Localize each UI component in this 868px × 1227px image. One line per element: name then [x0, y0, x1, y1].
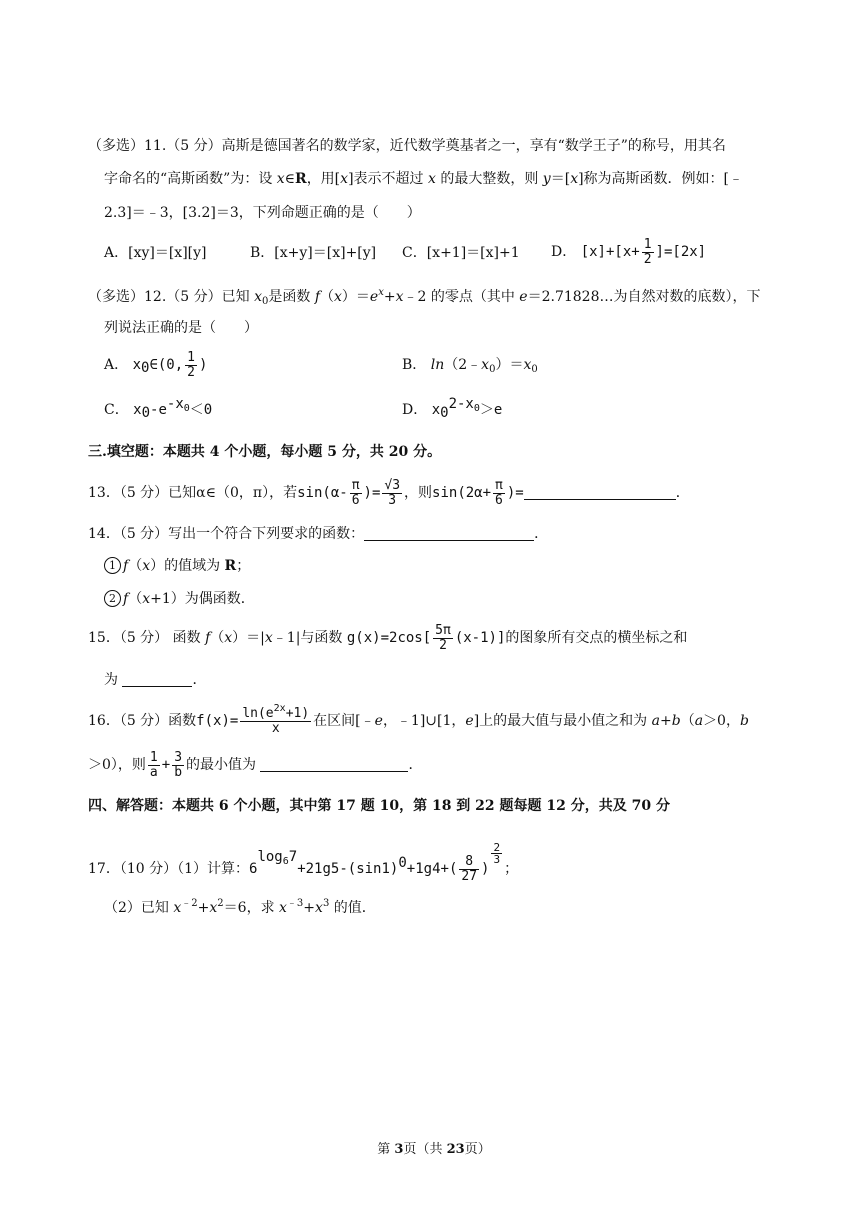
text-q12-optC-pre: C． [104, 402, 129, 418]
text-q17-b: 6 [249, 861, 258, 877]
text-q12-optD-a: x [431, 402, 441, 418]
q14 [88, 524, 548, 544]
text-q17-e-sup-den: 3 [493, 853, 501, 866]
text-q16-num-a: ln(e [242, 705, 274, 721]
text-q12-optB-d: 0 [489, 364, 496, 375]
q15-line1 [88, 621, 687, 655]
text-q11-l2l: x [570, 171, 579, 187]
text-q12-l1l: x [395, 289, 404, 305]
text-q16-den: x [271, 720, 280, 736]
text-q11-l2d: R [295, 171, 307, 187]
text-q12-optA-pre: A． [104, 357, 129, 373]
text-q14-c1f: ； [236, 558, 251, 574]
q14-answer-blank[interactable] [364, 526, 534, 541]
q11-line1 [88, 136, 726, 156]
text-q16-f1-num: 1 [149, 749, 158, 765]
text-q16-o: ＞0），则 [88, 757, 146, 773]
q16-answer-blank[interactable] [260, 757, 408, 772]
text-q16-g: ]上的最大值与最小值之和为 [473, 713, 652, 729]
text-q14-c2b: （ [128, 591, 143, 607]
text-q12-l1d: 是函数 [268, 289, 315, 305]
q11-option-c [402, 243, 520, 263]
text-q16-q: ． [408, 757, 423, 773]
q13-answer-blank[interactable] [524, 485, 676, 500]
text-q15-d: x [224, 630, 233, 646]
text-q12-optA-den: 2 [187, 364, 195, 380]
text-q13-f: )= [506, 485, 524, 501]
text-q11-l2e: ，用[ [306, 171, 341, 187]
text-q11-optB: B．[x+y]＝[x]+[y] [250, 245, 377, 261]
text-footer-b: 3 [394, 1142, 404, 1157]
text-q12-optA-a: x [132, 357, 142, 373]
text-q11-optD-den: 2 [643, 251, 652, 267]
q16-line1 [88, 702, 749, 740]
text-q12-l1h: ）＝ [341, 289, 370, 305]
text-q15-h: g(x)=2cos[ [346, 630, 432, 646]
text-q12-optD-c: ＞e [479, 402, 503, 418]
text-q11-l2a: 字命名的“高斯函数”为：设 [104, 171, 277, 187]
text-q17-c: +21g5-(sin1) [297, 861, 399, 877]
text-q16-num-sup: 2x [273, 702, 286, 714]
text-q11-l2m: ]称为高斯函数．例如：[﹣ [578, 171, 744, 187]
text-q12-optA-c: ) [199, 357, 208, 373]
text-q15-g: ﹣1|与函数 [272, 630, 347, 646]
text-q12-optA-b: ∈(0, [149, 357, 184, 373]
text-q13-sqrt-num: √3 [384, 477, 401, 493]
text-q11-l3: 2.3]＝﹣3，[3.2]＝3，下列命题正确的是（ ） [104, 205, 421, 221]
text-q12-optA-num: 1 [187, 349, 195, 365]
text-q17-p2j: + [303, 900, 316, 916]
text-q12-optC-supsub: 0 [183, 403, 190, 414]
text-q12-optD-supsub: 0 [473, 403, 480, 414]
text-q16-l: a [694, 713, 704, 729]
section-4-heading [88, 796, 670, 816]
text-q12-l1o: ＝2.71828…为自然对数的底数），下 [527, 289, 761, 305]
text-q17-p2a: （2）已知 [104, 900, 174, 916]
text-q16-c: 在区间[﹣ [313, 713, 375, 729]
text-q12-l2: 列说法正确的是（ ） [104, 320, 258, 336]
text-q15-f: x [264, 630, 273, 646]
text-q16-p: 的最小值为 [186, 757, 261, 773]
text-q11-optA: A．[xy]＝[x][y] [104, 245, 207, 261]
text-q13-d: ，则 [404, 485, 433, 501]
q12-line2 [104, 318, 258, 338]
text-q16-m: ＞0， [703, 713, 740, 729]
text-q17-p2b: x [173, 900, 182, 916]
text-q17-p2m: 的值． [329, 900, 376, 916]
text-q13-pi-den: 6 [351, 492, 360, 508]
text-q12-optC-b: -e [150, 402, 167, 418]
text-q17-p2c: ﹣2 [181, 898, 198, 909]
text-q12-optB-a: ln [430, 357, 445, 373]
text-q12-l1e: f [314, 289, 320, 305]
text-q17-p2f: 2 [217, 898, 224, 909]
text-q17-p2g: ＝6，求 [223, 900, 280, 916]
text-q16-a: 16．（5 分）函数 [88, 713, 197, 729]
page-footer [0, 1138, 868, 1157]
q17-part1 [88, 842, 518, 889]
text-q14-c1c: x [142, 558, 151, 574]
text-q12-optD-pre: D． [402, 402, 428, 418]
text-q17-p2d: + [197, 900, 210, 916]
text-q16-e: ，﹣1]∪[1， [382, 713, 466, 729]
text-q12-optB-e: ）＝ [495, 357, 524, 373]
q11-text: （多选）11.（5 分）高斯是德国著名的数学家，近代数学奠基者之一，享有“数学王子”的称号，用其名 [88, 138, 726, 154]
text-q11-l2c: ∈ [284, 171, 296, 187]
q11-line3 [104, 203, 421, 223]
q14-condition-2 [104, 589, 255, 609]
text-q15-den: 2 [439, 637, 447, 653]
text-q15-j: 的图象所有交点的横坐标之和 [505, 630, 688, 646]
text-q17-p2e: x [209, 900, 218, 916]
text-q15-k: 为 [104, 672, 123, 688]
text-q16-j: b [671, 713, 681, 729]
text-q11-optD-a: [x]+[x+ [580, 244, 640, 260]
text-q17-num: 8 [459, 855, 479, 870]
text-q16-f1-den: a [149, 764, 158, 780]
q16-line2 [88, 748, 422, 782]
text-q11-optD-num: 1 [643, 236, 652, 252]
text-q11-l2f: x [340, 171, 349, 187]
q11-option-a [104, 243, 207, 263]
text-q12-l1m: ﹣2 的零点（其中 [403, 289, 520, 305]
text-q14-c2c: x [142, 591, 151, 607]
text-q17-e: ) [481, 861, 490, 877]
q12-option-b [402, 355, 538, 375]
text-q16-f: e [465, 713, 474, 729]
text-q13-pi-num: π [351, 477, 360, 493]
text-q16-b: f(x)= [196, 713, 239, 729]
q13 [88, 476, 690, 510]
q12-option-c [104, 396, 213, 421]
text-q13-sqrt-den: 3 [388, 492, 397, 508]
text-q17-b-sup2: 7 [288, 849, 298, 865]
text-q14-c2a: f [123, 591, 129, 607]
text-q12-optB-b: （2﹣ [444, 357, 482, 373]
text-q11-l2h: x [427, 171, 436, 187]
text-q12-l1f: （ [320, 289, 334, 305]
text-q14-c1e: R [224, 558, 237, 574]
text-q13-c: )= [363, 485, 381, 501]
text-q14-a: 14．（5 分）写出一个符合下列要求的函数： [88, 526, 365, 542]
text-q12-l1b: x [254, 289, 262, 305]
text-q15-a: 15．（5 分） 函数 [88, 630, 206, 646]
text-q17-d: +1g4+( [406, 861, 458, 877]
text-q13-pi2-num: π [495, 477, 503, 493]
text-q17-p2l: 3 [322, 898, 330, 909]
text-q12-l1c: 0 [261, 296, 269, 307]
text-q12-l1a: （多选）12.（5 分）已知 [88, 289, 255, 305]
text-q16-f2-num: 3 [174, 749, 183, 765]
q17-part2 [104, 898, 376, 918]
text-section4: 四、解答题：本题共 6 个小题，其中第 17 题 10，第 18 到 22 题每题 12 分，共及 70 分 [88, 798, 670, 814]
text-q11-l2b: x [276, 171, 285, 187]
text-q13-a: 13．（5 分）已知α∈（0，π），若 [88, 485, 298, 501]
text-q12-l1i: e [369, 289, 379, 305]
text-q17-p2h: x [279, 900, 287, 916]
text-q16-d: e [374, 713, 383, 729]
text-q17-p2k: x [315, 900, 323, 916]
text-q12-l1j: x [378, 287, 384, 298]
q15-answer-blank[interactable] [122, 672, 192, 687]
text-q14-c1-mark: 1 [104, 557, 121, 574]
text-q17-a: 17．（10 分）（1）计算： [88, 861, 249, 877]
text-q12-l1k: + [383, 289, 396, 305]
text-q12-l1g: x [334, 289, 342, 305]
text-q11-optD-b: ]=[2x] [655, 244, 707, 260]
text-q15-e: ）＝| [232, 630, 265, 646]
text-q12-optC-sup: -x [166, 396, 184, 412]
text-q13-g: ． [675, 485, 690, 501]
q12-line1 [88, 287, 761, 307]
text-section3: 三.填空题：本题共 4 个小题，每小题 5 分，共 20 分。 [88, 444, 442, 460]
text-q17-e-sup-num: 2 [493, 841, 501, 854]
text-q12-optB-f: x [523, 357, 532, 373]
text-q17-b-sup: log [257, 849, 283, 865]
text-q12-optC-c: ＜0 [189, 402, 213, 418]
text-q15-l: ． [192, 672, 207, 688]
text-q11-l2j: y [542, 171, 551, 187]
text-q17-c-sup: 0 [398, 855, 407, 871]
q15-line2 [104, 670, 206, 690]
text-q14-c1b: （ [128, 558, 143, 574]
q14-condition-1 [104, 556, 250, 576]
text-q16-n: b [739, 713, 749, 729]
text-q12-optC-sub: 0 [141, 405, 151, 421]
q11-line2 [104, 169, 743, 189]
text-q12-optB-pre: B． [402, 357, 427, 373]
text-q14-b: ． [534, 526, 549, 542]
text-q11-l2k: ＝[ [550, 171, 571, 187]
text-q12-optD-sub: 0 [440, 405, 449, 421]
text-q11-l2g: ]表示不超过 [348, 171, 428, 187]
text-q12-optD-sup: 2-x [448, 396, 474, 412]
q11-option-b [250, 243, 376, 263]
text-q12-optB-g: 0 [531, 364, 538, 375]
text-q17-b-supsub: 6 [282, 856, 289, 867]
text-q15-i: (x-1)] [454, 630, 506, 646]
text-footer-a: 第 [377, 1142, 395, 1157]
text-q11-l2i: 的最大整数，则 [435, 171, 543, 187]
text-q16-num-b: +1) [285, 705, 310, 721]
text-q13-pi2-den: 6 [495, 492, 503, 508]
text-q17-f: ； [504, 861, 519, 877]
q11-option-d [551, 236, 706, 268]
text-q14-c1a: f [123, 558, 129, 574]
text-q14-c1d: ）的值域为 [150, 558, 225, 574]
text-q14-c2d: +1）为偶函数． [150, 591, 255, 607]
text-footer-d: 23 [446, 1142, 465, 1157]
text-q14-c2-mark: 2 [104, 590, 121, 607]
text-q15-num: 5π [435, 622, 451, 638]
text-q11-optC: C．[x+1]＝[x]+1 [402, 245, 520, 261]
text-q11-optD-pre: D． [551, 244, 577, 260]
text-q12-optA-sub: 0 [141, 360, 150, 376]
text-q16-plus: + [161, 757, 171, 773]
text-q12-l1n: e [519, 289, 528, 305]
text-q15-c: （ [210, 630, 225, 646]
text-q12-optB-c: x [481, 357, 490, 373]
section-3-heading [88, 442, 441, 462]
text-q16-i: + [659, 713, 672, 729]
text-footer-c: 页（共 [403, 1142, 447, 1157]
text-q13-e: sin(2α+ [432, 485, 492, 501]
text-q12-optC-a: x [133, 402, 142, 418]
text-footer-e: 页） [464, 1142, 491, 1157]
text-q16-h: a [651, 713, 660, 729]
q12-option-a [104, 349, 207, 381]
text-q15-b: f [205, 630, 211, 646]
text-q17-den: 27 [461, 868, 478, 884]
text-q16-k: （ [680, 713, 695, 729]
q12-option-d [402, 396, 503, 421]
text-q16-f2-den: b [174, 764, 183, 780]
text-q17-p2i: ﹣3 [286, 898, 304, 909]
text-q13-b: sin(α- [297, 485, 348, 501]
